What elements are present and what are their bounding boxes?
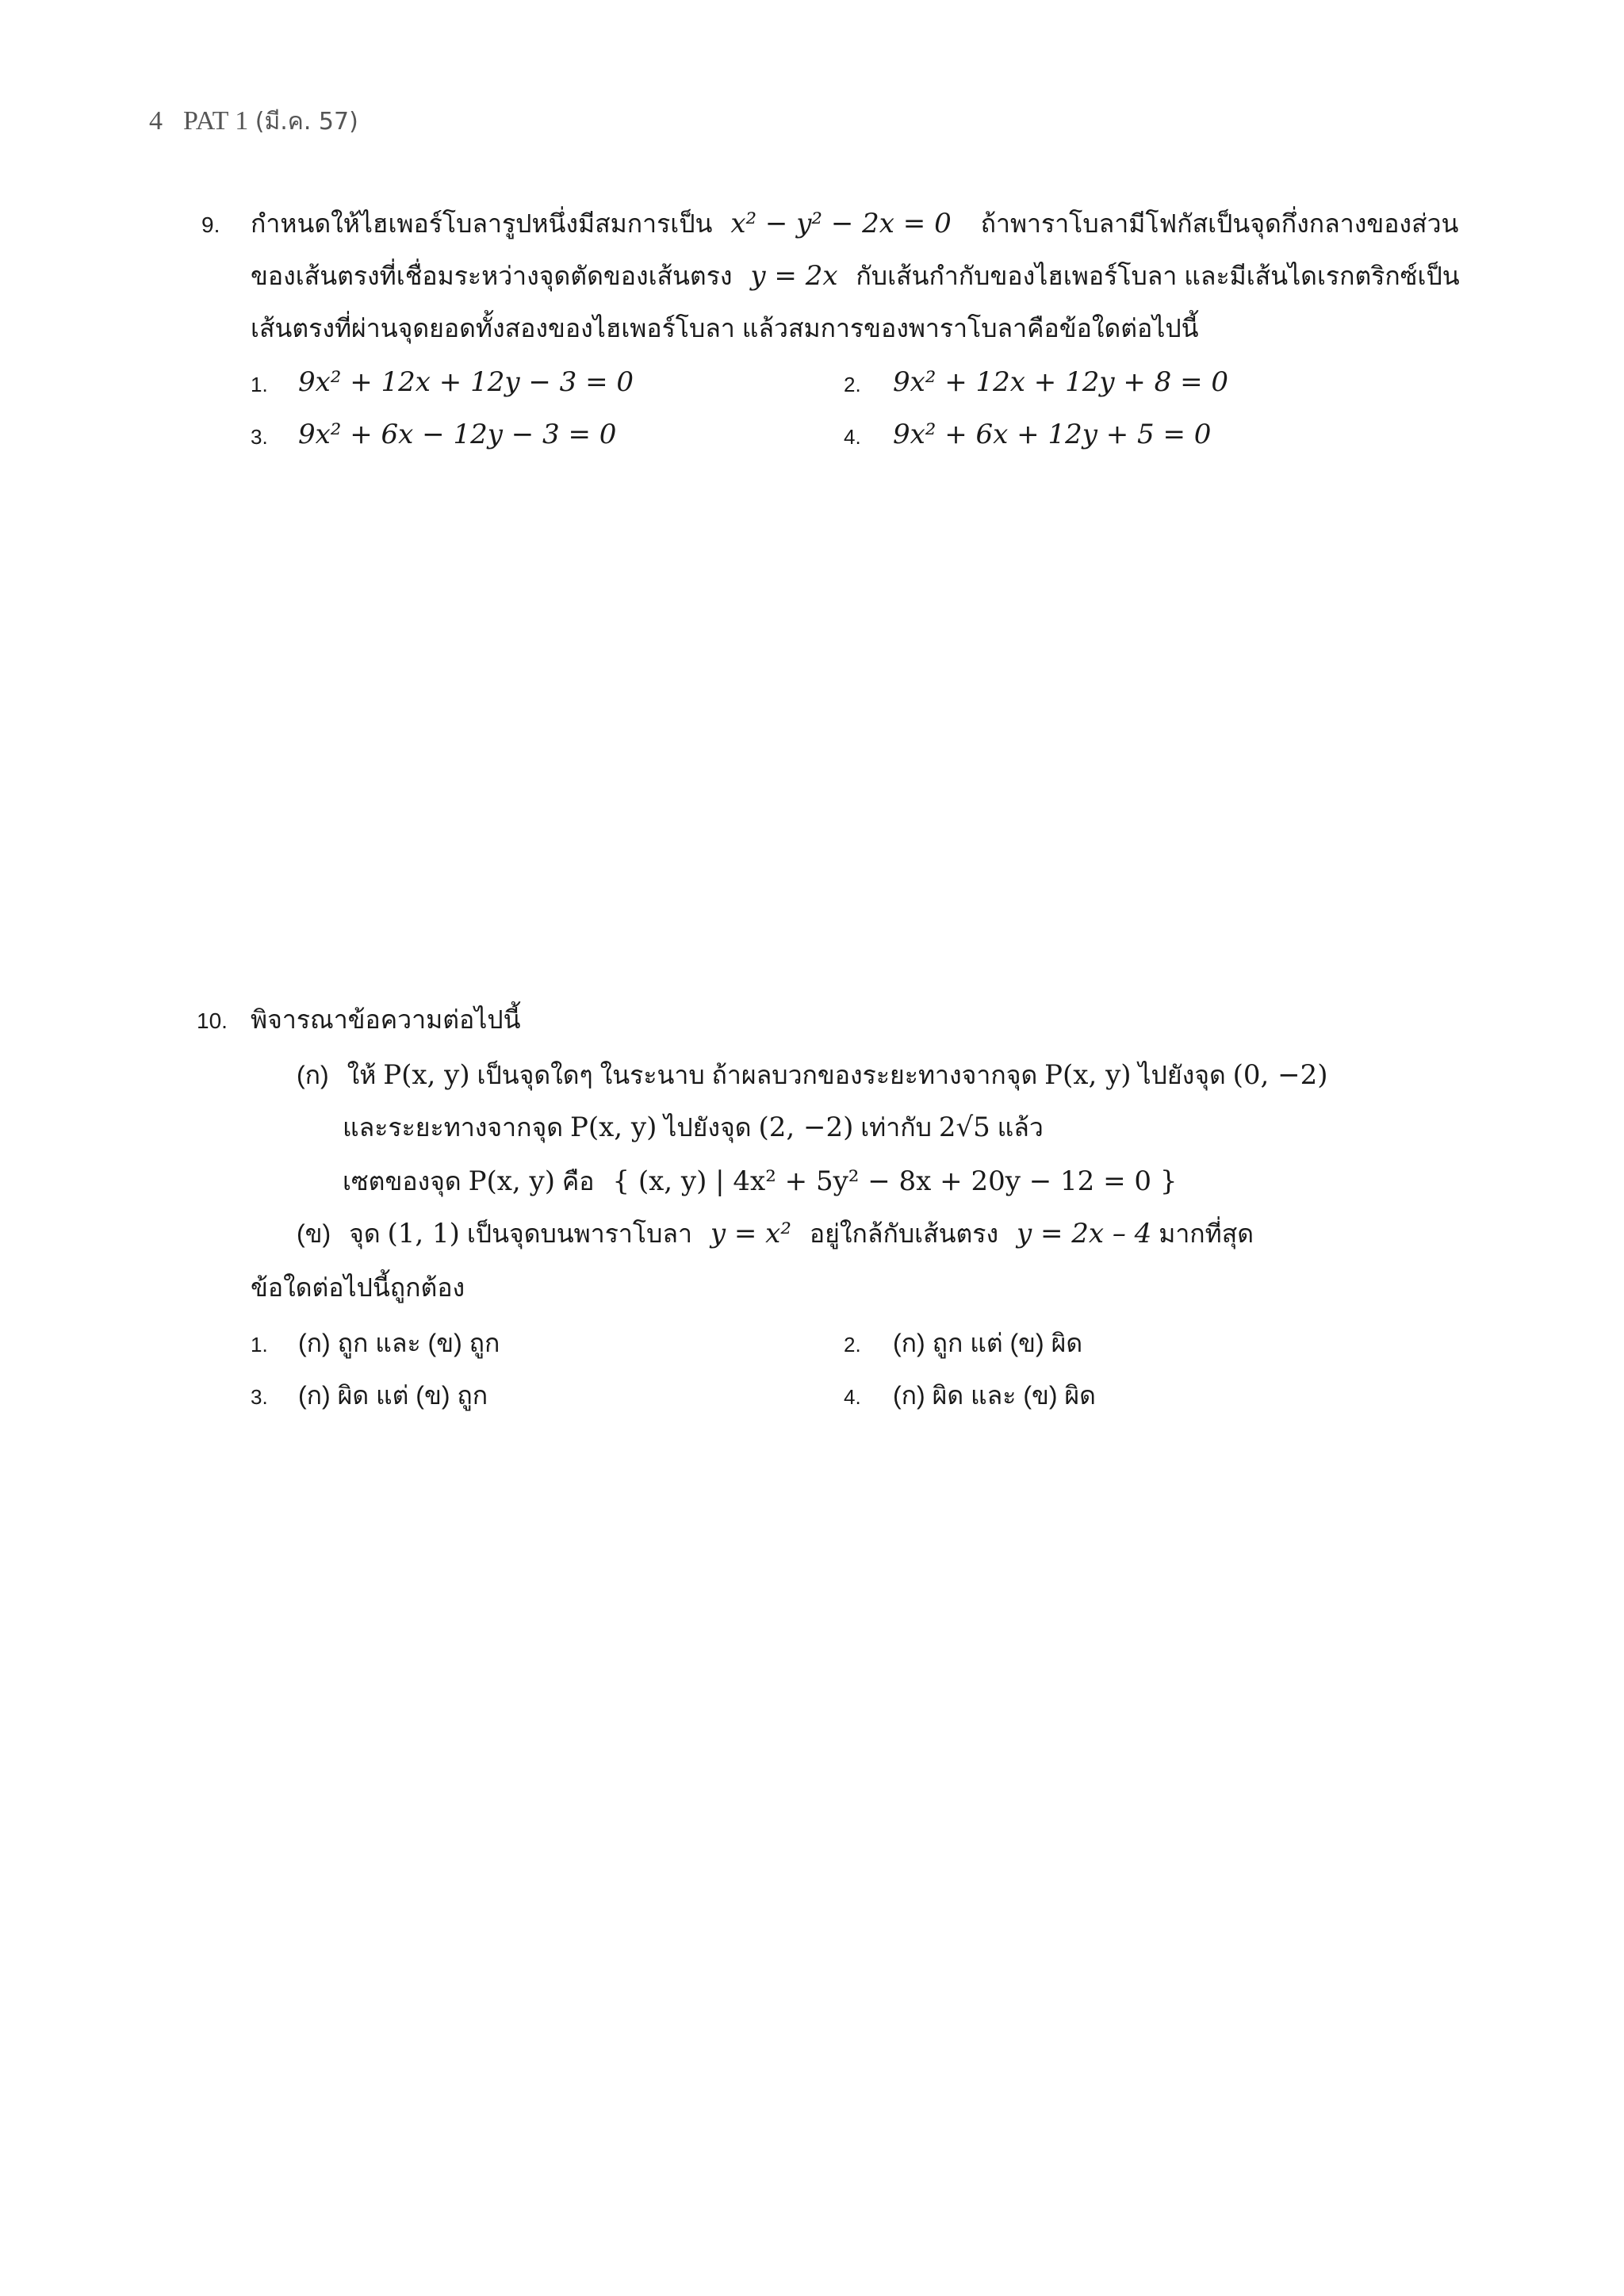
option-3[interactable]: 9x² + 6x − 12y − 3 = 0	[298, 419, 617, 450]
option-4[interactable]: (ก) ผิด และ (ข) ผิด	[893, 1381, 1096, 1410]
q10-intro: พิจารณาข้อความต่อไปนี้	[251, 1005, 521, 1034]
page-number: 4	[149, 106, 163, 136]
ellipse-set: { (x, y) | 4x² + 5y² − 8x + 20y − 12 = 0 }	[612, 1165, 1178, 1197]
statement-a-label: (ก)	[297, 1061, 329, 1089]
exam-name: PAT 1	[183, 106, 249, 136]
option-2[interactable]: 9x² + 12x + 12y + 8 = 0	[893, 366, 1229, 398]
question-number: 10.	[197, 1008, 228, 1033]
q9-line-2: ของเส้นตรงที่เชื่อมระหว่างจุดตัดของเส้นตรง y = 2x กับเส้นกำกับของไฮเพอร์โบลา และมีเส้นไดเรกตริกซ์เป็น	[251, 260, 1460, 292]
option-number: 2.	[844, 1333, 861, 1357]
statement-a-line-1: (ก) ให้ P(x, y) เป็นจุดใดๆ ในระนาบ ถ้าผลบวกของระยะทางจากจุด P(x, y) ไปยังจุด (0, −2)	[297, 1059, 1328, 1091]
option-number: 3.	[251, 1385, 268, 1409]
option-1[interactable]: 9x² + 12x + 12y − 3 = 0	[298, 366, 634, 398]
option-1[interactable]: (ก) ถูก และ (ข) ถูก	[298, 1329, 500, 1357]
statement-a-line-2: และระยะทางจากจุด P(x, y) ไปยังจุด (2, −2) เท่ากับ 2√5 แล้ว	[343, 1112, 1044, 1143]
option-2[interactable]: (ก) ถูก แต่ (ข) ผิด	[893, 1329, 1083, 1357]
option-number: 4.	[844, 425, 861, 449]
option-3[interactable]: (ก) ผิด แต่ (ข) ถูก	[298, 1381, 488, 1410]
q10-question: ข้อใดต่อไปนี้ถูกต้อง	[251, 1273, 465, 1302]
option-number: 1.	[251, 1333, 268, 1357]
line-equation: y = 2x	[750, 260, 838, 292]
q9-line-1: กำหนดให้ไฮเพอร์โบลารูปหนึ่งมีสมการเป็น x² − y² − 2x = 0 ถ้าพาราโบลามีโฟกัสเป็นจุดกึ่งกลางของส่วน	[251, 208, 1459, 239]
option-number: 3.	[251, 425, 268, 449]
option-number: 2.	[844, 373, 861, 396]
option-number: 1.	[251, 373, 268, 396]
exam-date: (มี.ค. 57)	[255, 108, 358, 136]
option-4[interactable]: 9x² + 6x + 12y + 5 = 0	[893, 419, 1212, 450]
hyperbola-equation: x² − y² − 2x = 0	[730, 208, 952, 239]
option-number: 4.	[844, 1385, 861, 1409]
statement-b: (ข) จุด (1, 1) เป็นจุดบนพาราโบลา y = x² อยู่ใกล้กับเส้นตรง y = 2x – 4 มากที่สุด	[297, 1218, 1254, 1249]
question-number: 9.	[201, 212, 220, 237]
statement-a-line-3: เซตของจุด P(x, y) คือ { (x, y) | 4x² + 5y² − 8x + 20y − 12 = 0 }	[343, 1165, 1178, 1197]
statement-b-label: (ข)	[297, 1219, 331, 1248]
page-header	[149, 103, 358, 140]
q9-line-3: เส้นตรงที่ผ่านจุดยอดทั้งสองของไฮเพอร์โบลา แล้วสมการของพาราโบลาคือข้อใดต่อไปนี้	[251, 314, 1199, 342]
